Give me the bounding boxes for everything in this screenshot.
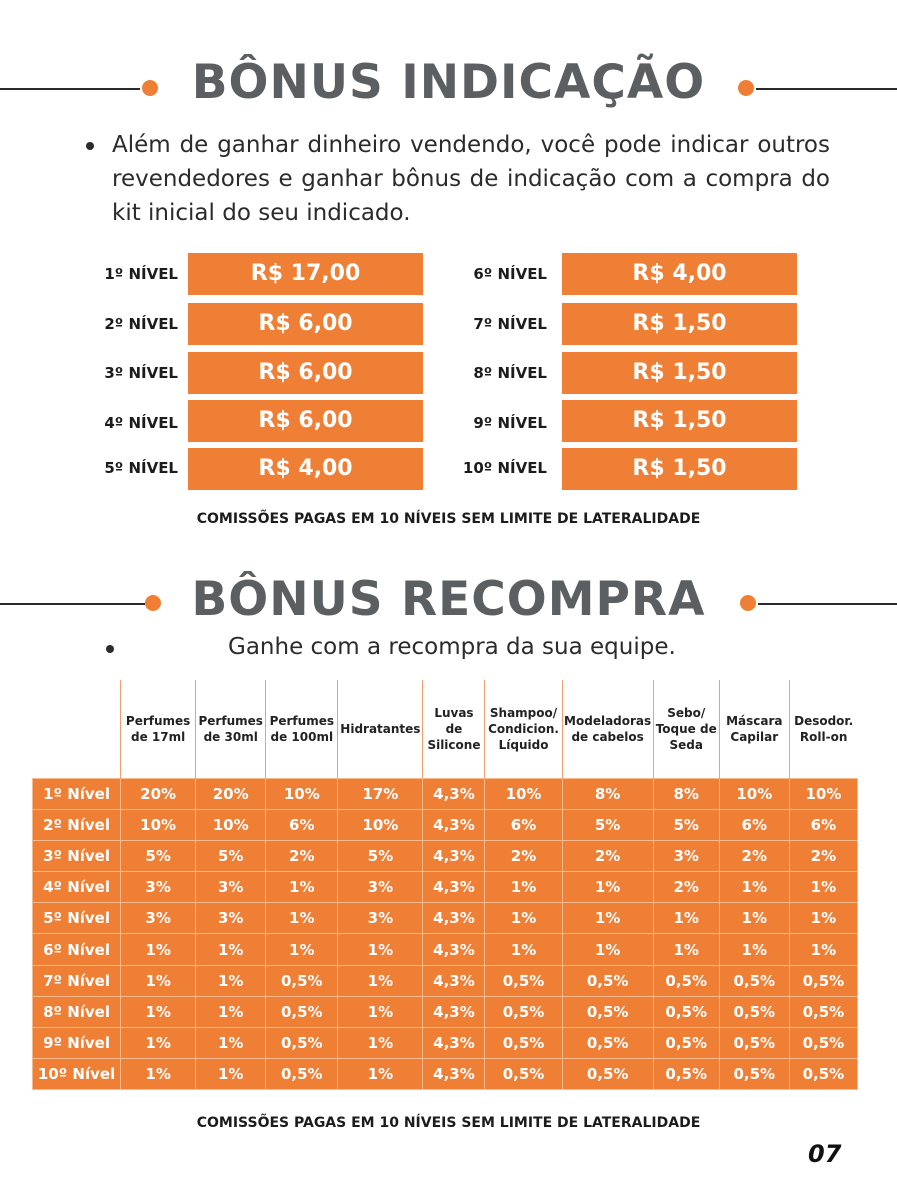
table-row [33, 778, 858, 809]
table-cell: 1% [562, 872, 653, 903]
table-cell: 20% [196, 778, 266, 809]
table-cell: 2% [789, 840, 857, 871]
level-label: 5º NÍVEL [104, 459, 178, 477]
level-label: 9º NÍVEL [473, 414, 547, 432]
column-header: Shampoo/ Condicion. Líquido [485, 680, 562, 778]
table-cell: 1% [338, 1028, 423, 1059]
table-row [33, 903, 858, 934]
level-value: R$ 1,50 [562, 303, 797, 345]
column-header [33, 680, 121, 778]
table-cell: 0,5% [562, 1059, 653, 1090]
column-header: Perfumes de 17ml [121, 680, 196, 778]
table-cell: 5% [338, 840, 423, 871]
table-cell: 8% [562, 778, 653, 809]
table-cell: 2% [485, 840, 562, 871]
table-body [33, 778, 858, 1090]
table-cell: 0,5% [266, 1059, 338, 1090]
table-cell: 0,5% [485, 1028, 562, 1059]
recompra-title: BÔNUS RECOMPRA [191, 572, 706, 627]
table-row [33, 934, 858, 965]
table-cell: 0,5% [266, 965, 338, 996]
table-cell: 0,5% [485, 996, 562, 1027]
header-rule-right [756, 88, 897, 90]
header-dot-right [740, 595, 756, 611]
table-cell: 1% [719, 903, 789, 934]
table-cell: 10% [266, 778, 338, 809]
column-header: Sebo/ Toque de Seda [653, 680, 719, 778]
table-cell: 2% [562, 840, 653, 871]
page-number: 07 [808, 1140, 842, 1168]
table-cell: 1% [338, 1059, 423, 1090]
table-cell: 0,5% [719, 1059, 789, 1090]
column-header: Perfumes de 30ml [196, 680, 266, 778]
level-value: R$ 1,50 [562, 448, 797, 490]
table-cell: 1% [719, 934, 789, 965]
level-value: R$ 1,50 [562, 352, 797, 394]
table-cell: 4,3% [423, 840, 485, 871]
table-cell: 1% [121, 996, 196, 1027]
table-cell: 10% [719, 778, 789, 809]
table-cell: 1% [266, 934, 338, 965]
recompra-note: COMISSÕES PAGAS EM 10 NÍVEIS SEM LIMITE DE LATERALIDADE [196, 1115, 701, 1131]
row-label: 5º Nível [33, 903, 121, 934]
table-cell: 0,5% [653, 1059, 719, 1090]
level-value: R$ 1,50 [562, 400, 797, 442]
table-cell: 0,5% [789, 1059, 857, 1090]
table-row [33, 1028, 858, 1059]
table-cell: 1% [485, 872, 562, 903]
level-label: 1º NÍVEL [104, 265, 178, 283]
table-cell: 0,5% [266, 996, 338, 1027]
table-cell: 6% [719, 809, 789, 840]
table-cell: 0,5% [789, 965, 857, 996]
table-row [33, 996, 858, 1027]
level-value: R$ 4,00 [188, 448, 423, 490]
recompra-table [32, 680, 858, 1090]
table-row [33, 965, 858, 996]
table-cell: 1% [653, 903, 719, 934]
table-row [33, 1059, 858, 1090]
indicacao-header [0, 48, 897, 118]
table-cell: 3% [653, 840, 719, 871]
table-cell: 4,3% [423, 1059, 485, 1090]
table-cell: 2% [266, 840, 338, 871]
header-rule-right [758, 603, 897, 605]
table-cell: 1% [562, 934, 653, 965]
table-cell: 10% [485, 778, 562, 809]
table-cell: 5% [653, 809, 719, 840]
table-cell: 1% [121, 965, 196, 996]
row-label: 10º Nível [33, 1059, 121, 1090]
table-cell: 4,3% [423, 934, 485, 965]
table-cell: 0,5% [266, 1028, 338, 1059]
table-row [33, 872, 858, 903]
table-cell: 1% [338, 965, 423, 996]
table-cell: 4,3% [423, 996, 485, 1027]
level-value: R$ 4,00 [562, 253, 797, 295]
table-cell: 1% [338, 934, 423, 965]
row-label: 6º Nível [33, 934, 121, 965]
level-label: 7º NÍVEL [473, 315, 547, 333]
level-value: R$ 6,00 [188, 303, 423, 345]
table-cell: 0,5% [485, 965, 562, 996]
row-label: 1º Nível [33, 778, 121, 809]
table-cell: 1% [789, 872, 857, 903]
table-cell: 3% [338, 872, 423, 903]
table-cell: 5% [121, 840, 196, 871]
table-cell: 1% [121, 1059, 196, 1090]
header-dot-right [738, 80, 754, 96]
table-cell: 1% [338, 996, 423, 1027]
table-cell: 0,5% [485, 1059, 562, 1090]
table-cell: 1% [789, 934, 857, 965]
table-cell: 10% [789, 778, 857, 809]
table-cell: 0,5% [562, 965, 653, 996]
recompra-intro: Ganhe com a recompra da sua equipe. [228, 634, 676, 660]
table-cell: 10% [338, 809, 423, 840]
table-cell: 3% [121, 903, 196, 934]
level-label: 2º NÍVEL [104, 315, 178, 333]
level-label: 3º NÍVEL [104, 364, 178, 382]
level-value: R$ 17,00 [188, 253, 423, 295]
level-value: R$ 6,00 [188, 400, 423, 442]
table-cell: 1% [266, 872, 338, 903]
table-row [33, 840, 858, 871]
bullet-icon [86, 142, 94, 150]
table-cell: 0,5% [719, 1028, 789, 1059]
table-cell: 3% [196, 872, 266, 903]
table-cell: 17% [338, 778, 423, 809]
table-cell: 1% [266, 903, 338, 934]
table-header-row [33, 680, 858, 778]
level-label: 10º NÍVEL [462, 459, 547, 477]
level-value: R$ 6,00 [188, 352, 423, 394]
table-cell: 1% [121, 934, 196, 965]
indicacao-intro: Além de ganhar dinheiro vendendo, você pode indicar outros revendedores e ganhar bônus de indicação com a compra do kit inicial do seu indicado. [112, 132, 830, 226]
table-cell: 0,5% [653, 965, 719, 996]
table-cell: 0,5% [789, 1028, 857, 1059]
table-cell: 10% [196, 809, 266, 840]
table-cell: 1% [196, 996, 266, 1027]
table-cell: 1% [196, 1028, 266, 1059]
table-cell: 10% [121, 809, 196, 840]
column-header: Máscara Capilar [719, 680, 789, 778]
table-cell: 0,5% [653, 1028, 719, 1059]
table-cell: 20% [121, 778, 196, 809]
table-cell: 0,5% [562, 1028, 653, 1059]
table-cell: 3% [196, 903, 266, 934]
table-row [33, 809, 858, 840]
table-cell: 0,5% [719, 965, 789, 996]
table-cell: 1% [196, 965, 266, 996]
level-label: 4º NÍVEL [104, 414, 178, 432]
row-label: 3º Nível [33, 840, 121, 871]
table-cell: 1% [789, 903, 857, 934]
table-cell: 1% [196, 934, 266, 965]
table-cell: 1% [653, 934, 719, 965]
table-cell: 6% [266, 809, 338, 840]
table-cell: 4,3% [423, 809, 485, 840]
table-cell: 5% [562, 809, 653, 840]
recompra-header [0, 565, 897, 635]
table-cell: 1% [719, 872, 789, 903]
column-header: Hidratantes [338, 680, 423, 778]
indicacao-note: COMISSÕES PAGAS EM 10 NÍVEIS SEM LIMITE DE LATERALIDADE [196, 511, 701, 527]
table-cell: 5% [196, 840, 266, 871]
table-cell: 3% [121, 872, 196, 903]
table-cell: 1% [562, 903, 653, 934]
column-header: Luvas de Silicone [423, 680, 485, 778]
bullet-icon [106, 645, 114, 653]
column-header: Perfumes de 100ml [266, 680, 338, 778]
table-cell: 1% [485, 903, 562, 934]
table-cell: 4,3% [423, 965, 485, 996]
row-label: 9º Nível [33, 1028, 121, 1059]
table-cell: 0,5% [653, 996, 719, 1027]
column-header: Modeladoras de cabelos [562, 680, 653, 778]
table-cell: 2% [653, 872, 719, 903]
table-cell: 2% [719, 840, 789, 871]
table-cell: 3% [338, 903, 423, 934]
table-cell: 4,3% [423, 872, 485, 903]
table-cell: 8% [653, 778, 719, 809]
level-label: 8º NÍVEL [473, 364, 547, 382]
table-cell: 1% [196, 1059, 266, 1090]
table-cell: 4,3% [423, 903, 485, 934]
table-cell: 1% [121, 1028, 196, 1059]
column-header: Desodor. Roll-on [789, 680, 857, 778]
row-label: 2º Nível [33, 809, 121, 840]
table-cell: 4,3% [423, 1028, 485, 1059]
table-cell: 0,5% [719, 996, 789, 1027]
table-cell: 1% [485, 934, 562, 965]
table-cell: 0,5% [562, 996, 653, 1027]
row-label: 7º Nível [33, 965, 121, 996]
table-cell: 6% [485, 809, 562, 840]
table-cell: 0,5% [789, 996, 857, 1027]
row-label: 4º Nível [33, 872, 121, 903]
row-label: 8º Nível [33, 996, 121, 1027]
table-cell: 4,3% [423, 778, 485, 809]
level-label: 6º NÍVEL [473, 265, 547, 283]
indicacao-title: BÔNUS INDICAÇÃO [191, 55, 706, 110]
table-cell: 6% [789, 809, 857, 840]
